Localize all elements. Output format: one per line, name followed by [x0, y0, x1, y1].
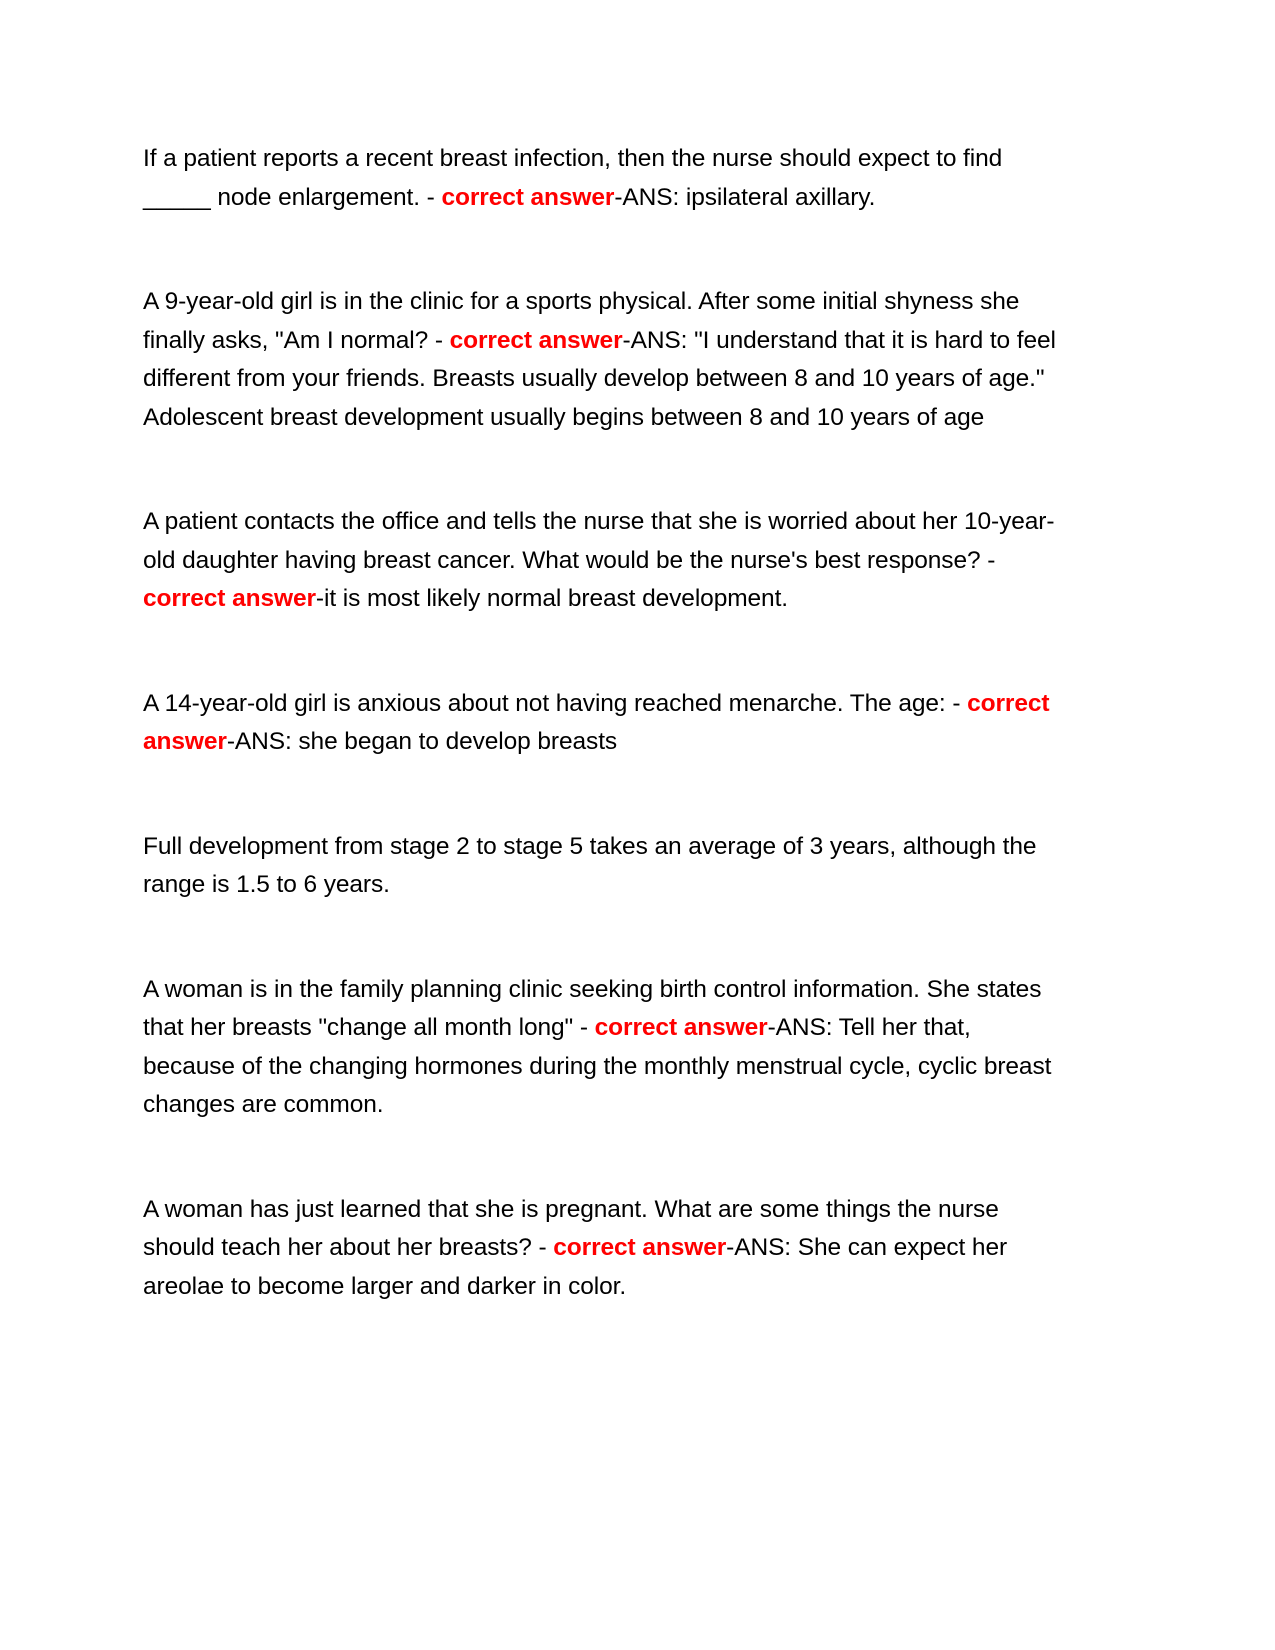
correct-answer-tag: correct answer [441, 183, 615, 211]
question-text: A 14-year-old girl is anxious about not having reached menarche. The age: - [143, 689, 968, 717]
paragraph-spacer [143, 619, 1063, 685]
answer-text: -it is most likely normal breast development. [315, 585, 788, 612]
question-text: A woman is in the family planning clinic seeking birth control information. She states that her breasts "change all month long" - [143, 975, 1042, 1041]
answer-text: -ANS: ipsilateral axillary. [614, 183, 876, 211]
answer-text: -ANS: She can expect her areolae to become larger and darker in color. [143, 1234, 1008, 1300]
qa-block-birth-control-cyclic-changes [143, 971, 1063, 1125]
qa-block-fourteen-year-old-menarche [143, 685, 1063, 762]
paragraph-spacer [143, 1125, 1063, 1191]
correct-answer-tag: correct answer [143, 585, 316, 612]
note-adolescent-breast-development: Adolescent breast development usually begins between 8 and 10 years of age [143, 403, 985, 431]
question-text: A 9-year-old girl is in the clinic for a sports physical. After some initial shyness she finally asks, "Am I normal? - [143, 288, 1020, 354]
answer-text: -ANS: "I understand that it is hard to feel different from your friends. Breasts usually develop between 8 and 10 years of age." [143, 326, 1056, 392]
paragraph-spacer [143, 217, 1063, 283]
qa-block-breast-infection [143, 140, 1063, 217]
correct-answer-tag: correct answer [449, 326, 623, 354]
answer-text: -ANS: Tell her that, because of the changing hormones during the monthly menstrual cycle, cyclic breast changes are common. [143, 1014, 1052, 1118]
qa-block-pregnancy-breast-teaching [143, 1191, 1063, 1307]
qa-block-ten-year-old-breast-cancer-worry [143, 503, 1063, 619]
answer-text: -ANS: she began to develop breasts [226, 728, 618, 755]
correct-answer-tag: correct answer [594, 1014, 768, 1041]
document-body [143, 140, 1063, 1306]
question-text: A woman has just learned that she is pregnant. What are some things the nurse should teach her about her breasts? - [143, 1195, 999, 1261]
question-text: A patient contacts the office and tells the nurse that she is worried about her 10-year-old daughter having breast cancer. What would be the nurse's best response? - [143, 508, 1055, 574]
qa-block-nine-year-old-sports-physical [143, 283, 1063, 399]
correct-answer-tag: correct answer [143, 689, 1050, 755]
paragraph-spacer [143, 762, 1063, 828]
paragraph-spacer [143, 905, 1063, 971]
question-text: If a patient reports a recent breast infection, then the nurse should expect to find _____ node enlargement. - [143, 145, 1003, 211]
fact-block-stage-two-to-five: Full development from stage 2 to stage 5 takes an average of 3 years, although the range is 1.5 to 6 years. [143, 832, 1037, 898]
correct-answer-tag: correct answer [553, 1234, 727, 1261]
paragraph-spacer [143, 437, 1063, 503]
